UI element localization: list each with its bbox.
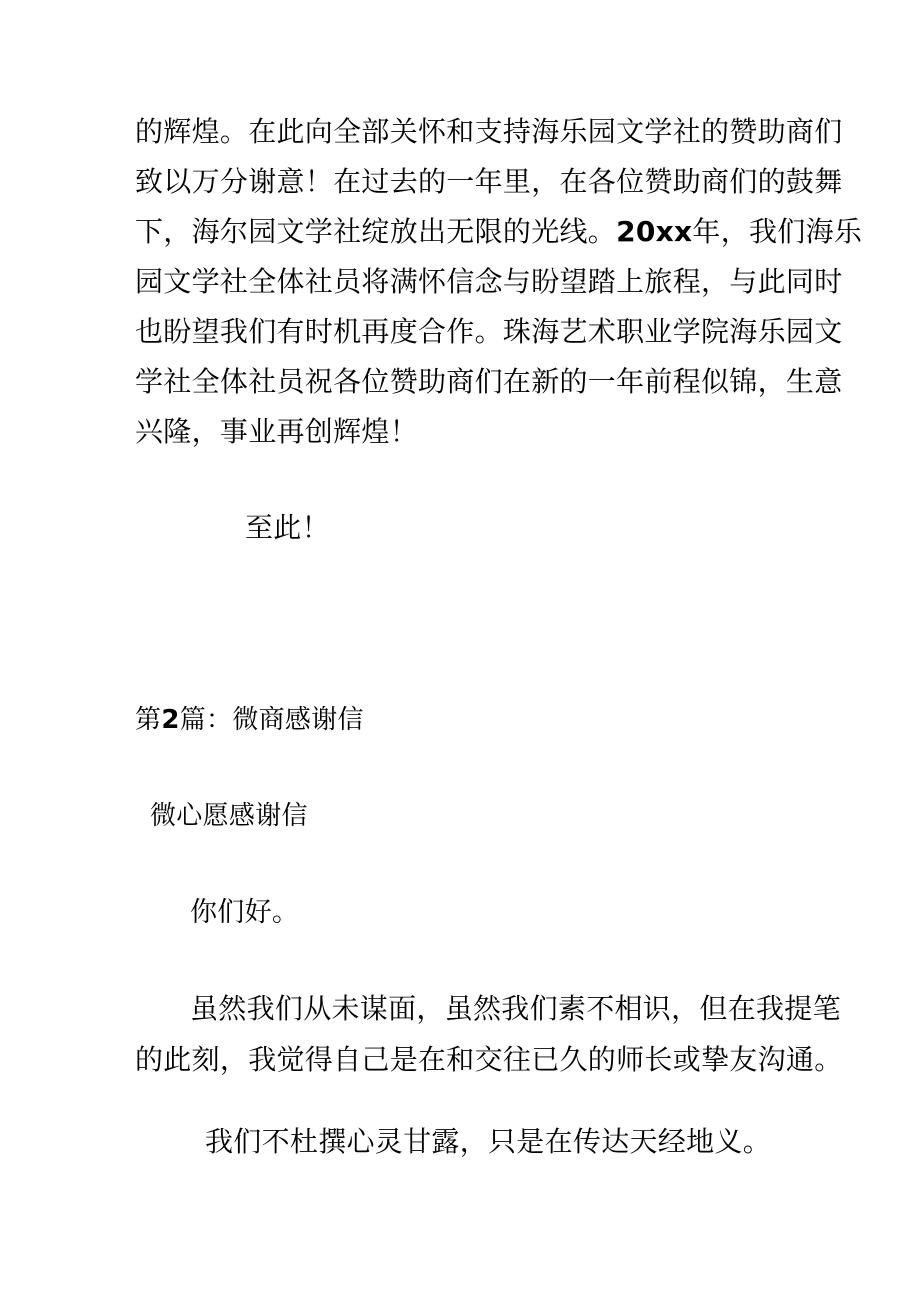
paragraph-line-2: 致以万分谢意！在过去的一年里，在各位赞助商们的鼓舞 (135, 165, 843, 198)
letter-title: 微心愿感谢信 (150, 801, 308, 831)
year-text: 20xx (616, 215, 693, 248)
body-line-2: 的此刻，我觉得自己是在和交往已久的师长或挚友沟通。 (135, 1043, 843, 1076)
greeting: 你们好。 (190, 897, 300, 928)
section-heading-prefix: 第 (135, 705, 162, 735)
paragraph-line-7: 兴隆，事业再创辉煌！ (135, 415, 419, 448)
paragraph-line-3-text: 下，海尔园文学社绽放出无限的光线。 (135, 215, 617, 248)
section-heading-rest: 篇：微商感谢信 (179, 705, 364, 735)
section-heading-number: 2 (161, 705, 180, 735)
paragraph-line-1: 的辉煌。在此向全部关怀和支持海乐园文学社的赞助商们 (135, 115, 843, 148)
section-heading (135, 700, 364, 740)
closing-text: 至此！ (245, 511, 330, 544)
paragraph-line-5: 也盼望我们有时机再度合作。珠海艺术职业学院海乐园文 (135, 315, 843, 348)
paragraph-line-3 (135, 212, 862, 252)
body-line-3: 我们不杜撰心灵甘露，只是在传达天经地义。 (205, 1125, 772, 1158)
paragraph-line-6: 学社全体社员祝各位赞助商们在新的一年前程似锦，生意 (135, 365, 843, 398)
body-line-1: 虽然我们从未谋面，虽然我们素不相识，但在我提笔 (190, 992, 841, 1025)
paragraph-line-3-rest: 年，我们海乐 (692, 215, 863, 248)
paragraph-line-4: 园文学社全体社员将满怀信念与盼望踏上旅程，与此同时 (135, 265, 843, 298)
